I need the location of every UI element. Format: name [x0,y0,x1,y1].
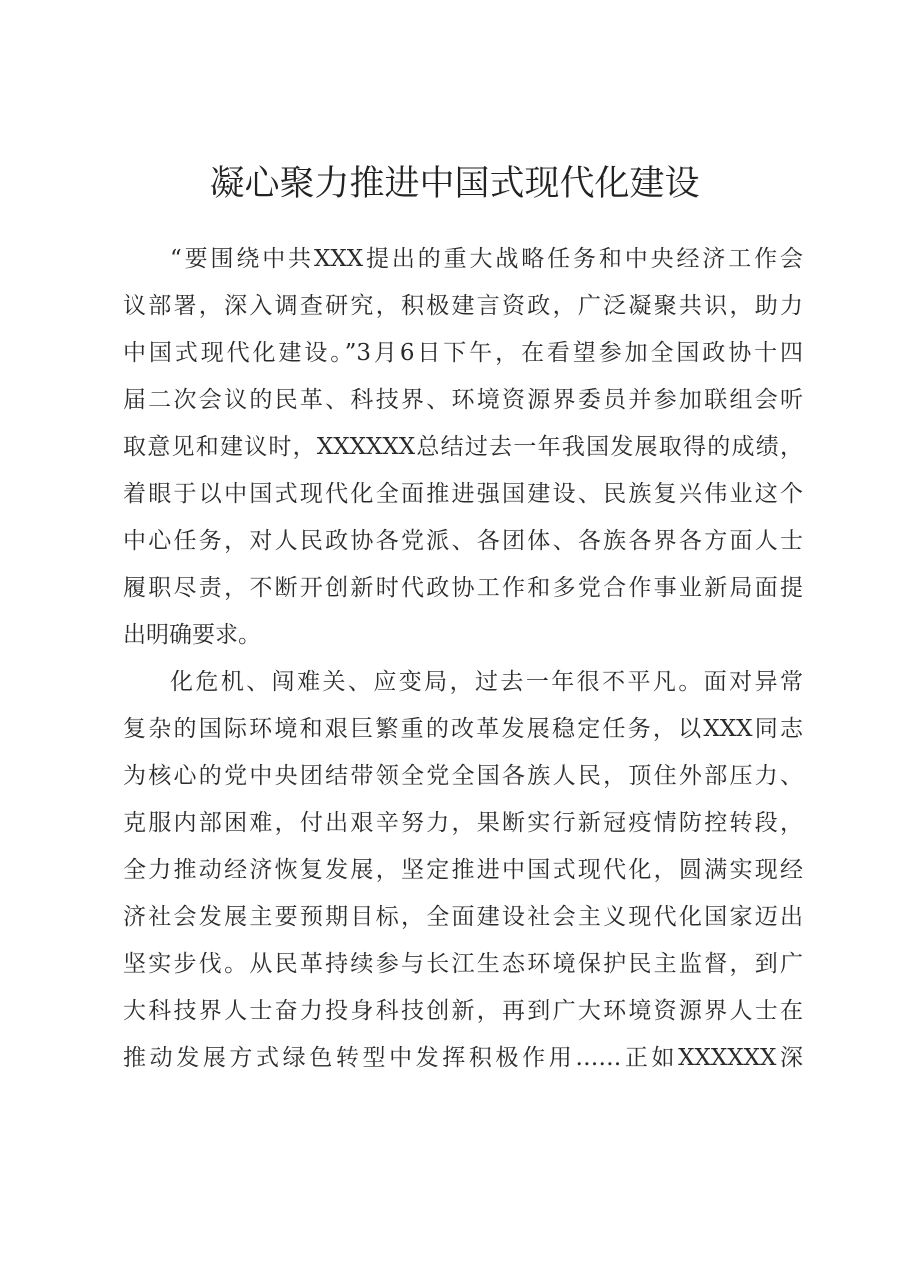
paragraph-2-line-8: 大科技界人士奋力投身科技创新，再到广大环境资源界人士在 [123,998,803,1024]
paragraph-2-line-5: 全力推动经济恢复发展，坚定推进中国式现代化，圆满实现经 [123,857,803,883]
paragraph-2-line-9: 推动发展方式绿色转型中发挥积极作用……正如XXXXXX深 [123,1045,803,1071]
paragraph-1 [123,238,803,656]
document-body [123,238,803,1084]
paragraph-1-line-5: 取意见和建议时，XXXXXX总结过去一年我国发展取得的成绩， [123,434,803,460]
paragraph-1-line-6: 着眼于以中国式现代化全面推进强国建设、民族复兴伟业这个 [123,481,803,507]
paragraph-1-line-1: “要围绕中共XXX提出的重大战略任务和中央经济工作会 [170,246,803,272]
paragraph-2-line-4: 克服内部困难，付出艰辛努力，果断实行新冠疫情防控转段， [123,810,803,836]
paragraph-1-line-2: 议部署，深入调查研究，积极建言资政，广泛凝聚共识，助力 [123,293,803,319]
paragraph-2-line-6: 济社会发展主要预期目标，全面建设社会主义现代化国家迈出 [123,904,803,930]
paragraph-1-line-9: 出明确要求。 [123,622,261,648]
paragraph-1-line-4: 届二次会议的民革、科技界、环境资源界委员并参加联组会听 [123,387,803,413]
paragraph-2-line-7: 坚实步伐。从民革持续参与长江生态环境保护民主监督，到广 [123,951,803,977]
paragraph-1-line-8: 履职尽责，不断开创新时代政协工作和多党合作事业新局面提 [123,575,803,601]
paragraph-2-line-3: 为核心的党中央团结带领全党全国各族人民，顶住外部压力、 [123,763,803,789]
paragraph-1-line-3: 中国式现代化建设。”3月6日下午，在看望参加全国政协十四 [123,340,803,366]
paragraph-2-line-2: 复杂的国际环境和艰巨繁重的改革发展稳定任务，以XXX同志 [123,716,803,742]
paragraph-2 [123,661,803,1079]
paragraph-1-line-7: 中心任务，对人民政协各党派、各团体、各族各界各方面人士 [123,528,803,554]
paragraph-2-line-1: 化危机、闯难关、应变局，过去一年很不平凡。面对异常 [170,669,803,695]
document-title: 凝心聚力推进中国式现代化建设 [209,164,700,204]
